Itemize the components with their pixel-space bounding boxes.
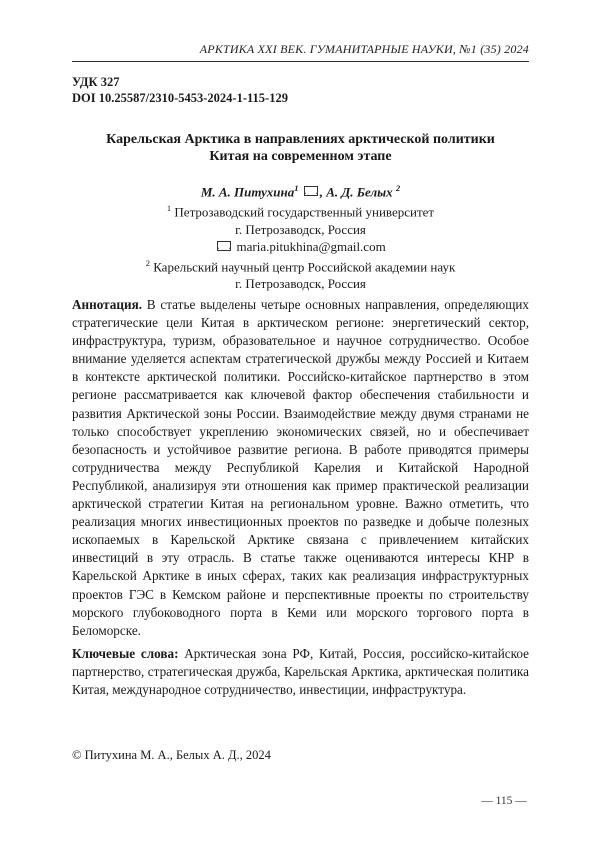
affil-1-city: г. Петрозаводск, Россия [235,221,366,237]
doi[interactable]: DOI 10.25587/2310-5453-2024-1-115-129 [72,91,288,105]
udk-code: УДК 327 [72,75,120,89]
affil-2-sup: 2 [145,257,150,268]
mail-icon [304,186,318,196]
header-rule [72,61,529,62]
email-link[interactable]: maria.pitukhina@gmail.com [236,238,386,254]
affil-2-org: Карельский научный центр Российской академии наук [153,258,456,274]
author-1: М. А. Питухина [200,184,295,200]
copyright: © Питухина М. А., Белых А. Д., 2024 [72,748,271,762]
affil-1-org: Петрозаводский государственный университет [174,204,435,220]
authors-block [72,180,529,292]
keywords-text: Арктическая зона РФ, Китай, Россия, российско-китайское партнерство, стратегическая дружба, Карельская Арктика, арктическая политика Китая, международное сотрудничество, инвестиции, инфраструктура. [72,646,529,698]
article-title [72,131,529,165]
affil-2-city: г. Петрозаводск, Россия [235,275,366,291]
author-2: А. Д. Белых [326,184,393,200]
author-names [72,180,529,200]
title-line-2: Китая на современном этапе [209,149,392,164]
keywords-label: Ключевые слова: [72,646,179,661]
author-1-sup: 1 [294,183,299,193]
article-meta [72,74,288,106]
email-icon [217,241,231,251]
abstract [72,296,529,640]
affil-1-sup: 1 [166,203,172,214]
title-line-1: Карельская Арктика в направлениях арктической политики [106,132,495,147]
author-separator: , [319,184,323,200]
affiliation-2 [72,255,529,275]
author-2-sup: 2 [395,183,401,193]
page-number: — 115 — [481,795,527,807]
abstract-label: Аннотация. [72,297,143,312]
keywords [72,645,529,699]
email-line [72,238,529,255]
affiliation-1 [72,200,529,220]
running-header: АРКТИКА XXI ВЕК. ГУМАНИТАРНЫЕ НАУКИ, №1 (35) 2024 [199,42,529,56]
abstract-text: В статье выделены четыре основных направления, определяющих стратегические цели Китая в арктическом регионе: энергетический сектор, инфраструктура, туризм, образовательное и научное сотрудничество. Особое внимание уделяется аспектам стратегической дружбы между Россией и Китаем в контексте арктической политики. Российско-китайское партнерство в этом регионе рассматривается как ключевой фактор обеспечения стабильности и развития Арктической зоны России. Взаимодействие между двумя странами не только способствует укреплению экономических связей, но и обеспечивает безопасность и устойчивое развитие региона. В работе приводятся примеры сотрудничества между Республикой Карелия и Китайской Народной Республикой, анализируя эти отношения как пример практической реализации арктической стратегии Китая на региональном уровне. Важно отметить, что реализация многих инвестиционных проектов по разведке и добыче полезных ископаемых в Карельской Арктике связана с привлечением китайских инвестиций в эту отрасль. В статье также оцениваются интересы КНР в Карельской Арктике в иных сферах, таких как реализация инфраструктурных проектов ГЭС в Кемском районе и перспективные проекты по строительству морского глубоководного порта в Кеми или морского торгового порта в Беломорске. [72,297,529,638]
